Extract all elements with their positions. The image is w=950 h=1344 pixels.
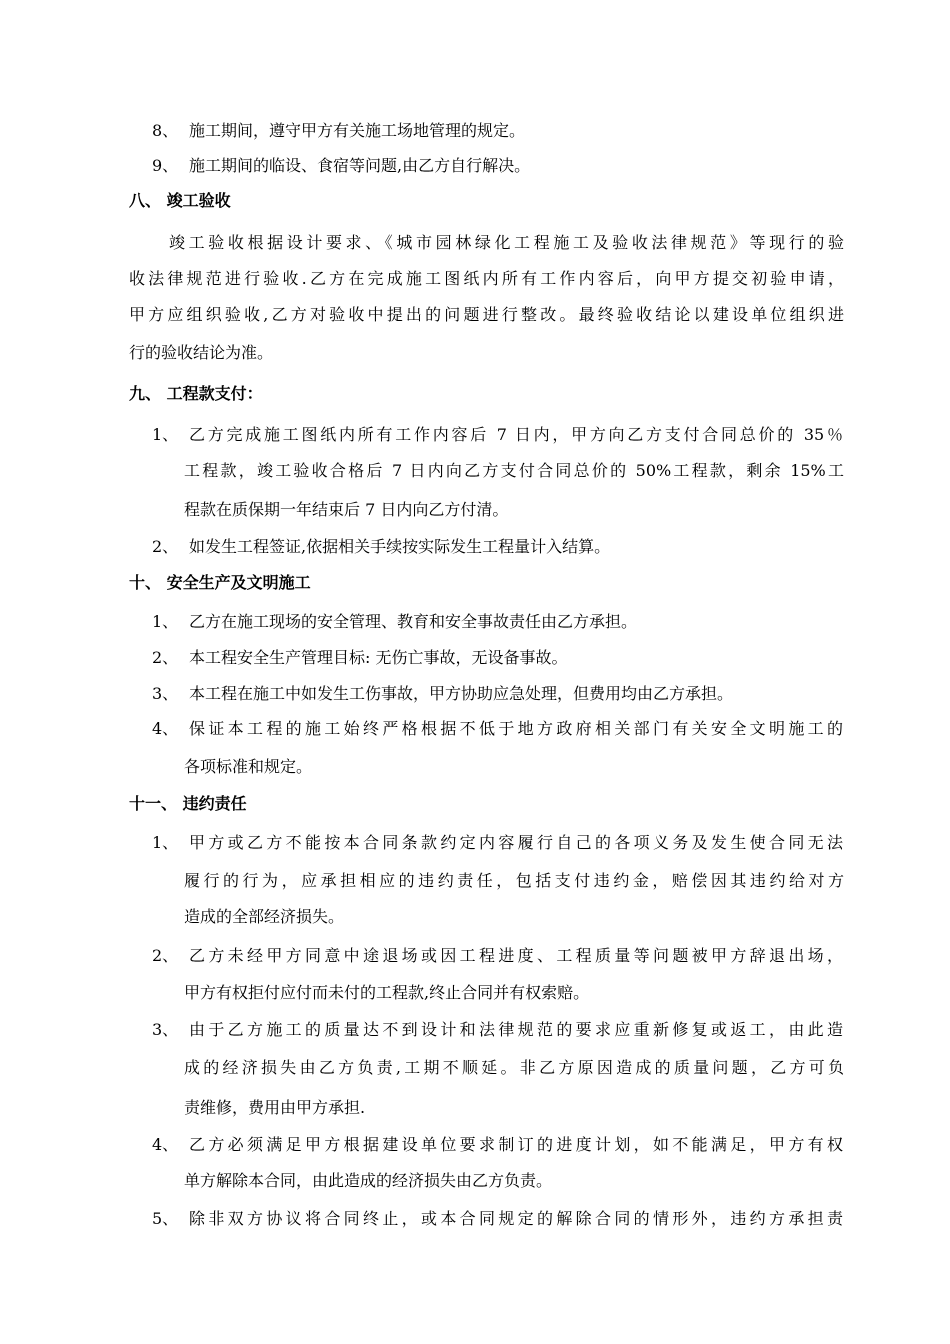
item-number: 1、 bbox=[152, 425, 179, 444]
item-text: 各项标准和规定。 bbox=[184, 757, 313, 776]
section-heading: 十、 安全生产及文明施工 bbox=[129, 573, 311, 592]
item-text: 履行的行为，应承担相应的违约责任，包括支付违约金，赔偿因其违约给对方 bbox=[184, 871, 844, 890]
item-text: 成的经济损失由乙方负责,工期不顺延。非乙方原因造成的质量问题，乙方可负 bbox=[184, 1058, 844, 1077]
paragraph-line: 收法律规范进行验收.乙方在完成施工图纸内所有工作内容后，向甲方提交初验申请， bbox=[129, 269, 844, 288]
item-number: 1、 bbox=[152, 612, 179, 631]
section-heading: 十一、 违约责任 bbox=[129, 794, 247, 813]
item-number: 8、 bbox=[152, 121, 179, 140]
item-number: 3、 bbox=[152, 1020, 179, 1039]
item-text: 保证本工程的施工始终严格根据不低于地方政府相关部门有关安全文明施工的 bbox=[189, 719, 843, 738]
item-text: 工程款，竣工验收合格后 7 日内向乙方支付合同总价的 50%工程款，剩余 15%工 bbox=[184, 461, 844, 480]
item-text: 施工期间，遵守甲方有关施工场地管理的规定。 bbox=[189, 121, 526, 140]
item-number: 4、 bbox=[152, 719, 179, 738]
item-text: 单方解除本合同，由此造成的经济损失由乙方负责。 bbox=[184, 1171, 553, 1190]
section-heading: 九、 工程款支付： bbox=[129, 384, 263, 403]
item-text: 乙方完成施工图纸内所有工作内容后 7 日内，甲方向乙方支付合同总价的 35％ bbox=[189, 425, 843, 444]
item-number: 4、 bbox=[152, 1135, 179, 1154]
item-number: 9、 bbox=[152, 156, 179, 175]
item-text: 如发生工程签证,依据相关手续按实际发生工程量计入结算。 bbox=[189, 537, 611, 556]
item-text: 乙方未经甲方同意中途退场或因工程进度、工程质量等问题被甲方辞退出场， bbox=[189, 946, 843, 965]
item-number: 2、 bbox=[152, 648, 179, 667]
item-number: 3、 bbox=[152, 684, 179, 703]
item-text: 甲方有权拒付应付而未付的工程款,终止合同并有权索赔。 bbox=[184, 983, 590, 1002]
item-number: 2、 bbox=[152, 537, 179, 556]
item-text: 程款在质保期一年结束后 7 日内向乙方付清。 bbox=[184, 500, 509, 519]
item-text: 甲方或乙方不能按本合同条款约定内容履行自己的各项义务及发生使合同无法 bbox=[189, 833, 843, 852]
item-text: 由于乙方施工的质量达不到设计和法律规范的要求应重新修复或返工，由此造 bbox=[189, 1020, 843, 1039]
item-text: 乙方在施工现场的安全管理、教育和安全事故责任由乙方承担。 bbox=[189, 612, 638, 631]
item-text: 造成的全部经济损失。 bbox=[184, 907, 345, 926]
paragraph-line: 甲方应组织验收,乙方对验收中提出的问题进行整改。最终验收结论以建设单位组织进 bbox=[129, 305, 844, 324]
item-number: 1、 bbox=[152, 833, 179, 852]
item-text: 本工程安全生产管理目标: 无伤亡事故，无设备事故。 bbox=[189, 648, 568, 667]
item-text: 责维修，费用由甲方承担. bbox=[184, 1098, 366, 1117]
item-text: 乙方必须满足甲方根据建设单位要求制订的进度计划，如不能满足，甲方有权 bbox=[189, 1135, 843, 1154]
paragraph-line: 行的验收结论为准。 bbox=[129, 343, 274, 362]
paragraph-line: 竣工验收根据设计要求、《城市园林绿化工程施工及验收法律规范》等现行的验 bbox=[169, 233, 844, 252]
item-text: 施工期间的临设、食宿等问题,由乙方自行解决。 bbox=[189, 156, 531, 175]
item-number: 5、 bbox=[152, 1209, 179, 1228]
item-text: 除非双方协议将合同终止，或本合同规定的解除合同的情形外，违约方承担责 bbox=[189, 1209, 843, 1228]
item-text: 本工程在施工中如发生工伤事故，甲方协助应急处理，但费用均由乙方承担。 bbox=[189, 684, 734, 703]
item-number: 2、 bbox=[152, 946, 179, 965]
section-heading: 八、 竣工验收 bbox=[129, 191, 231, 210]
